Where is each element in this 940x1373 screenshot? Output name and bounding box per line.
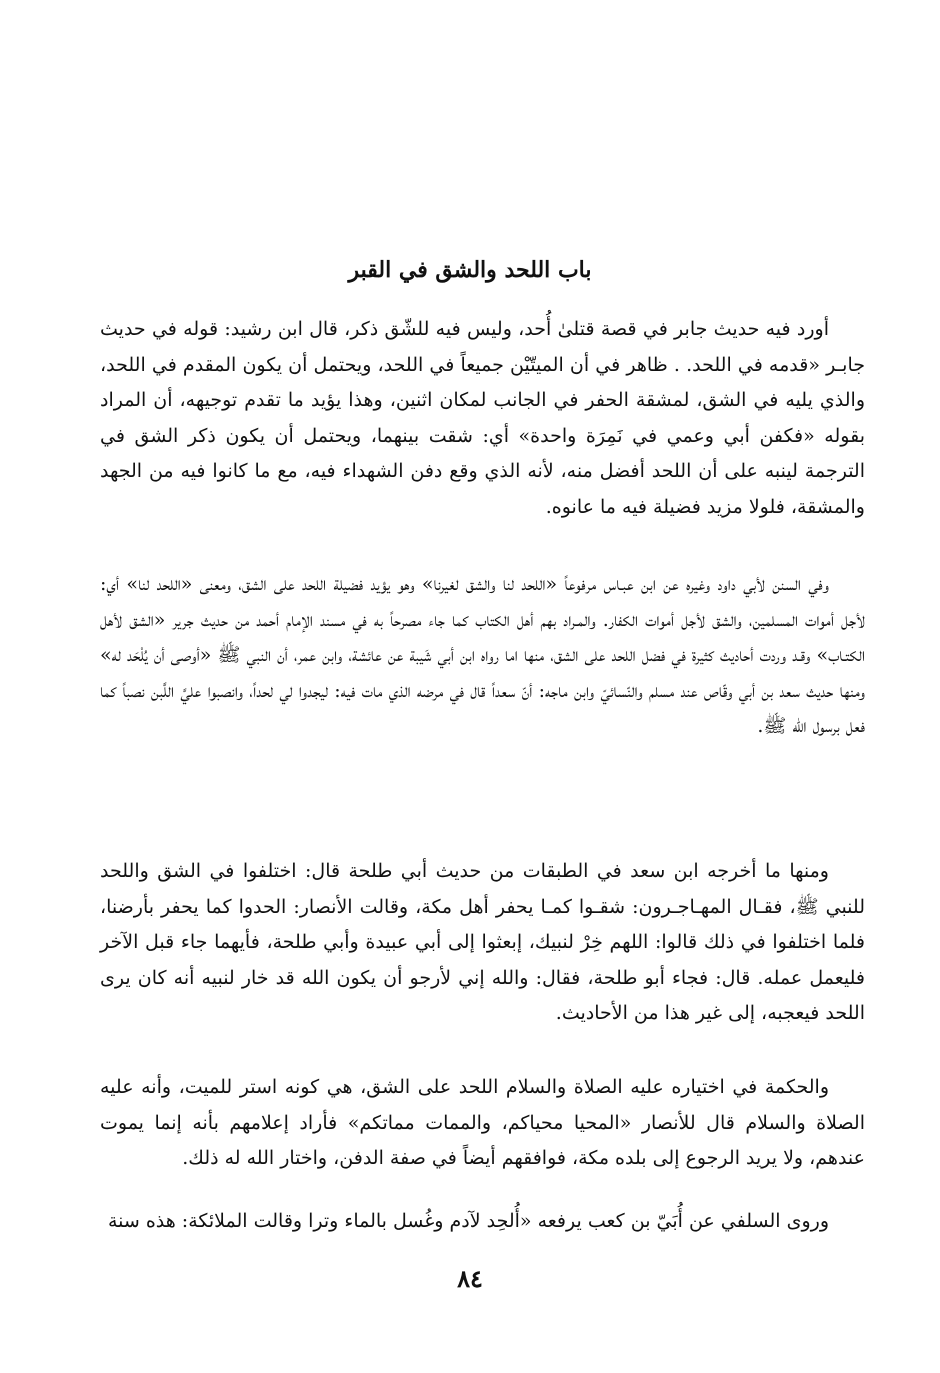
paragraph-3: ومنها ما أخرجه ابن سعد في الطبقات من حديث أبي طلحة قال: اختلفوا في الشق واللحد للنبي ﷺ، فقـال المهـاجـرون: شقـوا كمـا يحفر أهل مكة، وقالت الأنصار: الحدوا كما يحفر بأرضنا، فلما اختلفوا في ذلك قالوا: اللهم خِرْ لنبيك، إبعثوا إلى أبي عبيدة وأبي طلحة، فأيهما جاء قبل الآخر فليعمل عمله. قال: فجاء أبو طلحة، فقال: والله إني لأرجو أن يكون الله قد خار لنبيه أنه كان يرى اللحد فيعجبه، إلى غير هذا من الأحاديث.	[100, 860, 865, 1024]
chapter-heading: باب اللحد والشق في القبر	[348, 257, 592, 283]
paragraph-5: وروى السلفي عن أُبَيّ بن كعب يرفعه «أُلحِد لآدم وغُسل بالماء وترا وقالت الملائكة: هذه سنة	[107, 1210, 829, 1232]
paragraph-2: وفي السنن لأبي داود وغيره عن ابن عبـاس مرفوعاً «اللحد لنا والشق لغيرنا» وهو يؤيد فضيلة اللحد على الشق، ومعنى «اللحد لنا» أي: لأجل أموات المسلمين، والشق لأجل أموات الكفار. والمـراد بهم أهل الكتاب كما جاء مصرحاً به في مسند الإمام أحمد من حديث جرير «الشق لأهل الكتـاب» وقـد وردت أحاديث كثيرة في فضل اللحد على الشق، منها اما رواه ابن أبي شَيبة عن عائشة، وابن عمر، أن النبي ﷺ «أوصى أن يُلْحَد له» ومنها حديث سعد بن أبي وقّاص عند مسلم والنّسائيّ وابن ماجه: أنّ سعداً قال في مرضه الذي مات فيه: ليجدوا لي لحداً، وانصبوا عليَّ اللَّبن نصباً كما فعل برسول الله ﷺ.	[100, 573, 866, 737]
paragraph-1: أورد فيه حديث جابر في قصة قتلىٰ أُحد، وليس فيه للشّق ذكر، قال ابن رشيد: قوله في حديث جابـر «قدمه في اللحد. . ظاهر في أن الميتّيْن جميعاً في اللحد، ويحتمل أن يكون المقدم في اللحد، والذي يليه في الشق، لمشقة الحفر في الجانب لمكان اثنين، وهذا يؤيد ما تقدم توجيهه، أن المراد بقوله «فكفن أبي وعمي في نَمِرَة واحدة» أي: شقت بينهما، ويحتمل أن يكون ذكر الشق في الترجمة لينبه على أن اللحد أفضل منه، لأنه الذي وقع دفن الشهداء فيه، مع ما كانوا فيه من الجهد والمشقة، فلولا مزيد فضيلة فيه ما عانوه.	[100, 318, 865, 518]
paragraph-4: والحكمة في اختياره عليه الصلاة والسلام اللحد على الشق، هي كونه استر للميت، وأنه عليه الصلاة والسلام قال للأنصار «المحيا محياكم، والممات مماتكم» فأراد إعلامهم بأنه إنما يموت عندهم، ولا يريد الرجوع إلى بلده مكة، فوافقهم أيضاً في صفة الدفن، واختار الله له ذلك.	[100, 1076, 865, 1169]
page-number: ٨٤	[457, 1264, 483, 1293]
